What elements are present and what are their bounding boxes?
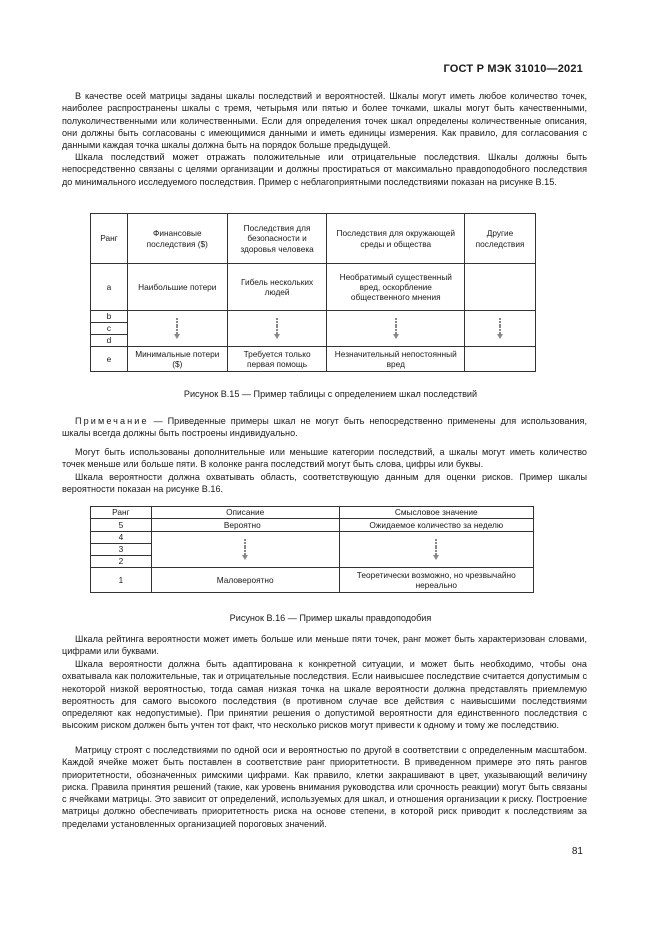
table1-a-safety: Гибель нескольких людей — [227, 264, 327, 311]
table1-e-financial: Минимальные потери ($) — [127, 347, 227, 372]
paragraph-consequence-scale: Шкала последствий может отражать положительные или отрицательные последствия. Шкалы должны быть непосредственно связаны с целями организации и должны простираться от максимально правдоподобного последствия до минимального исследуемого последствия. Пример с неблагоприятными последствиями показан на рисунке В.15. — [62, 152, 587, 187]
consequence-table — [90, 213, 536, 372]
table1-e-safety: Требуется только первая помощь — [227, 347, 327, 372]
page-number: 81 — [571, 846, 583, 857]
paragraph-matrix-construction: Матрицу строят с последствиями по одной оси и вероятностью по другой в соответствии с определенным масштабом. Каждой ячейке может быть поставлен в соответствие ранг приоритетности. В приведенном примере это пять рангов приоритетности, обозначенных римскими цифрами. Как правило, клетки закрашивают в цвет, указывающий величину риска. Правила принятия решений (такие, как уровень внимания руководства или срочность реакции) могут быть связаны с ячейками матрицы. Это зависит от определений, используемых для шкал, и отношения организации к риску. Построение матрицы должно обеспечивать приоритетность риска на основе степени, в которой риск приводит к последствиям за пределами установленных организацией пороговых значений. — [62, 745, 587, 829]
table1-arrow-safety — [227, 311, 327, 347]
table1-header-rank: Ранг — [91, 214, 128, 264]
paragraph-scales-intro: В качестве осей матрицы заданы шкалы последствий и вероятностей. Шкалы могут иметь любое количество точек, наиболее распространены шкалы с тремя, четырьмя или пятью и более точками, шкалы могут быть качественными, полуколичественными или количественными. Если для определения точек шкал определены количественные описания, они должны быть согласованы с имеющимися данными и иметь единицы измерения. Как правило, для согласования с данными каждая точка шкалы должна быть на порядок больше предыдущей. — [62, 91, 587, 151]
table1-rank-e: e — [91, 347, 128, 372]
table1-a-other — [465, 264, 536, 311]
table2-rank-4: 4 — [91, 532, 152, 544]
table2-header-description: Описание — [151, 507, 339, 519]
table2-rank-1: 1 — [91, 568, 152, 593]
table1-header-financial: Финансовые последствия ($) — [127, 214, 227, 264]
table2-header-meaning: Смысловое значение — [339, 507, 533, 519]
table1-rank-c: c — [91, 323, 128, 335]
note — [62, 415, 587, 440]
table1-header-environment: Последствия для окружающей среды и общества — [327, 214, 465, 264]
note-label: Примечание — [75, 416, 149, 426]
figure-caption-b15: Рисунок В.15 — Пример таблицы с определением шкал последствий — [183, 389, 478, 399]
table1-rank-b: b — [91, 311, 128, 323]
table1-e-environment: Незначительный непостоянный вред — [327, 347, 465, 372]
table2-arrow-description — [151, 532, 339, 568]
note-text: — Приведенные примеры шкал не могут быть непосредственно применены для использования, шкалы всегда должны быть построены индивидуально. — [62, 416, 587, 439]
paragraph-probability-adaptation: Шкала вероятности должна быть адаптирована к конкретной ситуации, и может быть необходимо, чтобы она охватывала как положительные, так и отрицательные последствия. Если наивысшее последствие считается допустимым с некоторой низкой вероятностью, тогда самая низкая точка на шкале вероятности должна представлять приемлемую вероятность для самого высокого последствия (в противном случае все действия с наивысшими последствиями определяют как недопустимые). При принятии решения о допустимой вероятности для единственного последствия с высоким риском должен быть учтен тот факт, что несколько рисков могут привести к одному и тому же последствию. — [62, 659, 587, 731]
table1-rank-d: d — [91, 335, 128, 347]
figure-caption-b16: Рисунок В.16 — Пример шкалы правдоподобия — [229, 613, 432, 623]
table2-rank-2: 2 — [91, 556, 152, 568]
table1-a-environment: Необратимый существенный вред, оскорбление общественного мнения — [327, 264, 465, 311]
table2-1-description: Маловероятно — [151, 568, 339, 593]
table1-e-other — [465, 347, 536, 372]
table2-5-meaning: Ожидаемое количество за неделю — [339, 519, 533, 532]
table1-a-financial: Наибольшие потери — [127, 264, 227, 311]
table1-arrow-other — [465, 311, 536, 347]
table1-arrow-environment — [327, 311, 465, 347]
table2-1-meaning: Теоретически возможно, но чрезвычайно нереально — [339, 568, 533, 593]
table1-header-safety: Последствия для безопасности и здоровья человека — [227, 214, 327, 264]
likelihood-table — [90, 506, 534, 593]
table2-header-rank: Ранг — [91, 507, 152, 519]
paragraph-rating-scale: Шкала рейтинга вероятности может иметь больше или меньше пяти точек, ранг может быть характеризован словами, цифрами или буквами. — [62, 634, 587, 657]
table1-rank-a: a — [91, 264, 128, 311]
table1-arrow-financial — [127, 311, 227, 347]
table1-header-other: Другие последствия — [465, 214, 536, 264]
table2-arrow-meaning — [339, 532, 533, 568]
document-header: ГОСТ Р МЭК 31010—2021 — [443, 63, 583, 75]
paragraph-additional-categories: Могут быть использованы дополнительные или меньшие категории последствий, а шкалы могут иметь количество точек меньше или больше пяти. В колонке ранга последствий могут быть слова, цифры или буквы. — [62, 447, 587, 470]
table2-rank-5: 5 — [91, 519, 152, 532]
paragraph-probability-scale: Шкала вероятности должна охватывать область, соответствующую данным для оценки рисков. Пример шкалы вероятности показан на рисунке В.16. — [62, 472, 587, 495]
table2-rank-3: 3 — [91, 544, 152, 556]
table2-5-description: Вероятно — [151, 519, 339, 532]
